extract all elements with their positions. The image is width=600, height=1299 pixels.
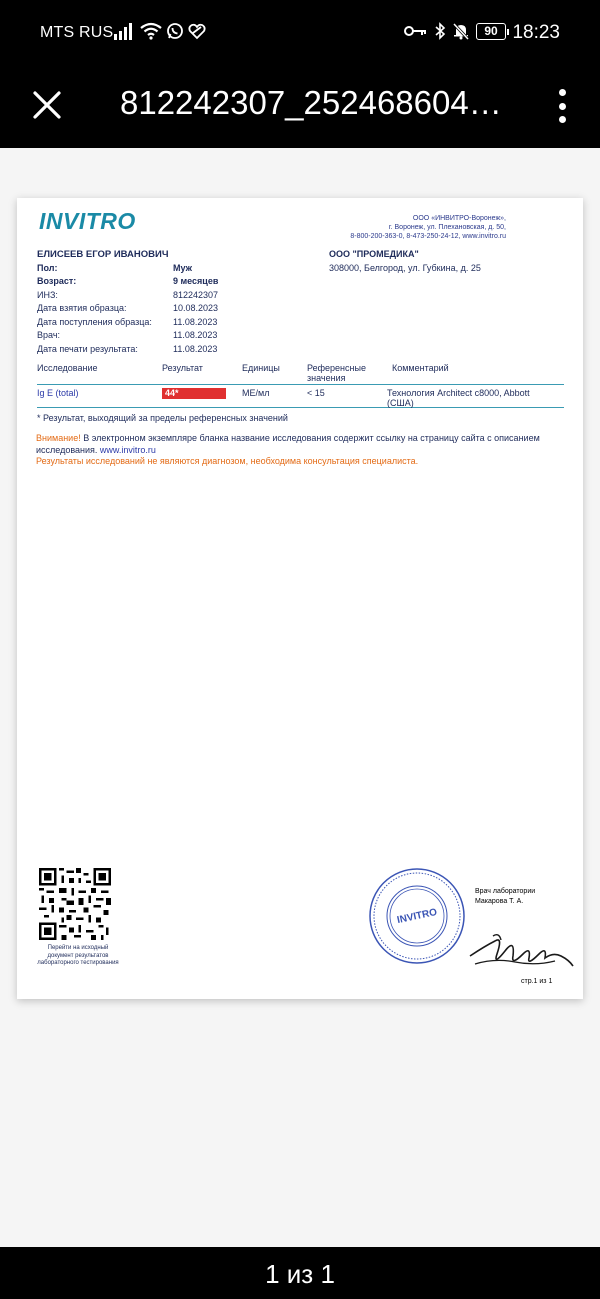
doctor-info: [475, 887, 535, 907]
battery-icon: 90: [476, 23, 506, 40]
close-button[interactable]: [30, 88, 64, 122]
table-row: [37, 385, 564, 408]
company-info: ООО «ИНВИТРО-Воронеж», г. Воронеж, ул. Плехановская, д. 50, 8-800-200-363-0, 8-473-250-24-12, www.invitro.ru: [350, 215, 506, 240]
page-indicator: 1 из 1: [265, 1259, 335, 1289]
qr-code[interactable]: [39, 868, 111, 940]
header-reference: Референсные значения: [307, 363, 366, 383]
patient-field-row: Возраст: 9 месяцев: [37, 276, 219, 286]
wifi-icon: [140, 22, 162, 40]
patient-field-row: Дата поступления образца: 11.08.2023: [37, 316, 218, 327]
invitro-link[interactable]: www.invitro.ru: [99, 444, 156, 455]
patient-name: ЕЛИСЕЕВ ЕГОР ИВАНОВИЧ: [37, 249, 169, 260]
results-table: [37, 363, 564, 408]
document-viewer[interactable]: [0, 148, 600, 1247]
more-vert-icon: [559, 89, 566, 96]
close-icon: [30, 88, 64, 122]
app-bar: [0, 66, 600, 148]
patient-field-row: ИНЗ: 812242307: [37, 289, 219, 300]
bottom-bar: [0, 1247, 600, 1299]
test-name-link[interactable]: Ig E (total): [37, 388, 79, 398]
header-result: Результат: [162, 363, 203, 373]
patient-field-row: Дата печати результата: 11.08.2023: [37, 343, 218, 354]
lab-name: ООО "ПРОМЕДИКА": [329, 249, 419, 259]
result-value: 44*: [162, 388, 226, 399]
key-icon: [404, 24, 428, 38]
doctor-role: Врач лаборатории: [475, 888, 536, 895]
doctor-name: Макарова Т. А.: [475, 898, 524, 905]
patient-field-row: Врач: 11.08.2023: [37, 330, 218, 340]
clock: 18:23: [512, 22, 560, 43]
laboratory-stamp: [367, 866, 467, 966]
more-options-button[interactable]: [550, 86, 574, 126]
carrier-name: MTS RUS: [40, 24, 114, 41]
patient-info: [37, 248, 218, 356]
document-page[interactable]: [17, 198, 583, 999]
header-test: Исследование: [37, 363, 98, 373]
heart-app-icon: [188, 22, 206, 40]
mute-bell-icon: [452, 22, 470, 40]
header-units: Единицы: [242, 363, 280, 373]
invitro-logo: INVITRO: [39, 208, 136, 234]
svg-text:INVITRO: INVITRO: [396, 906, 439, 927]
status-bar: [0, 0, 600, 66]
footnote: * Результат, выходящий за пределы референсных значений: [37, 413, 288, 423]
lab-info: [329, 248, 481, 275]
bluetooth-icon: [434, 22, 446, 40]
page-number: стр.1 из 1: [521, 978, 553, 985]
warning-label: Внимание!: [36, 433, 81, 443]
table-header: [37, 363, 564, 385]
disclaimer: Результаты исследований не являются диагнозом, необходима консультация специалиста.: [36, 456, 419, 466]
patient-field-row: Дата взятия образца: 10.08.2023: [37, 303, 219, 313]
header-comment: Комментарий: [392, 363, 449, 373]
patient-field-row: Пол: Муж: [37, 262, 192, 273]
whatsapp-icon: [166, 22, 184, 40]
document-title: 812242307_252468604…: [120, 84, 502, 121]
result-comment: Технология Architect c8000, Abbott (США): [387, 388, 530, 408]
doctor-signature: [465, 926, 575, 976]
notice: [36, 433, 571, 468]
result-units: МЕ/мл: [242, 388, 270, 398]
result-reference: < 15: [307, 388, 325, 398]
lab-address: 308000, Белгород, ул. Губкина, д. 25: [329, 262, 481, 273]
qr-caption: Перейти на исходный документ результатов лабораторного тестирования: [37, 945, 119, 966]
notice-text: В электронном экземпляре бланка название исследования содержит ссылку на страницу сайта с описанием исследования.: [36, 433, 540, 455]
signal-icon: [114, 22, 136, 40]
